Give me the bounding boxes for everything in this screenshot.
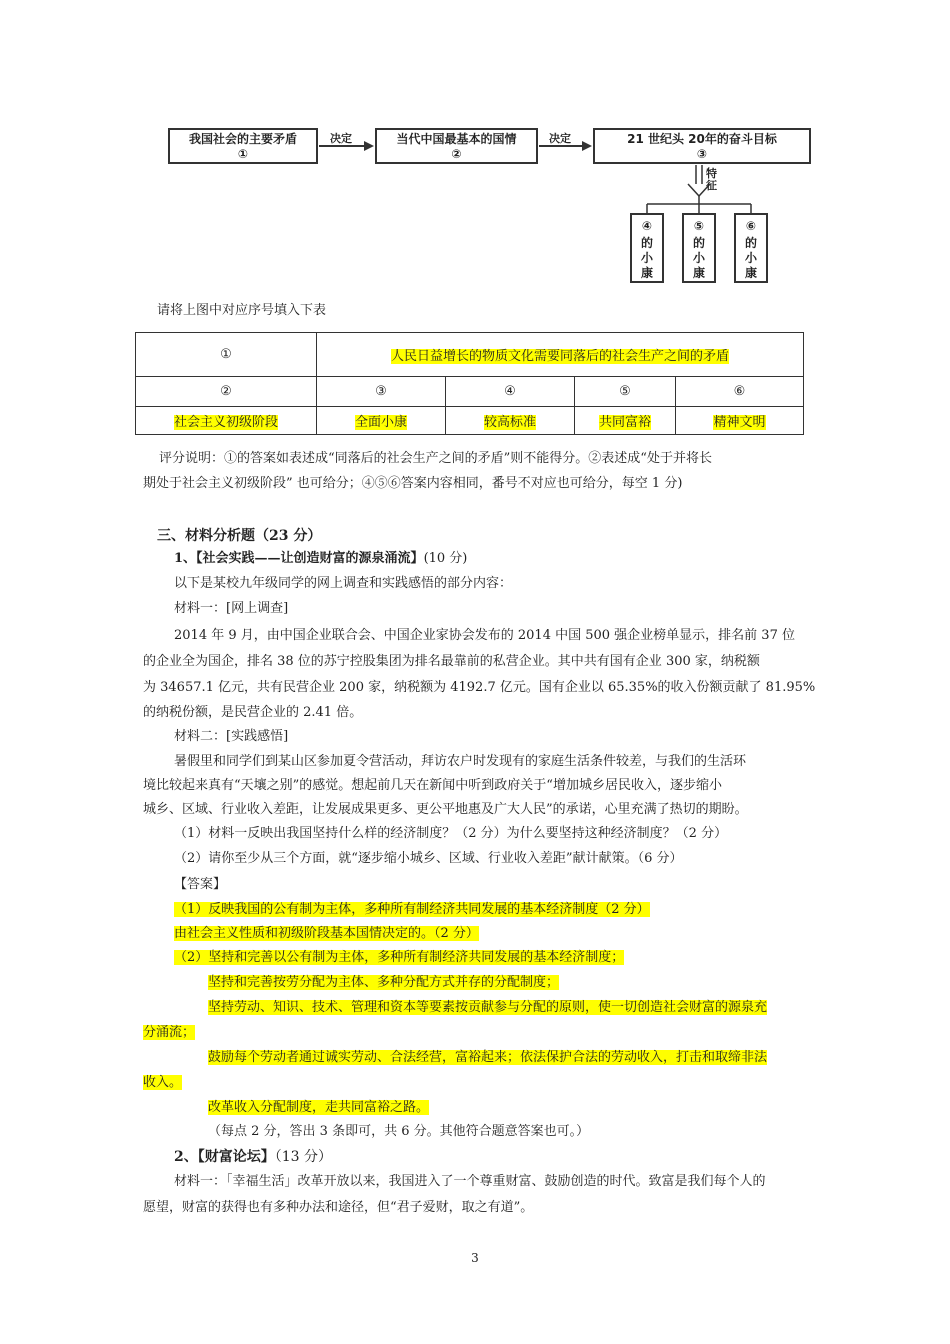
question-1-part-2: （2）请你至少从三个方面，就“逐步缩小城乡、区域、行业收入差距”献计献策。（6 分）: [174, 851, 683, 866]
table-cell-answer: 人民日益增长的物质文化需要同落后的社会生产之间的矛盾: [317, 333, 804, 377]
material-2-text: 暑假里和同学们到某山区参加夏令营活动，拜访农户时发现有的家庭生活条件较差，与我们的生活环: [174, 754, 747, 769]
table-instruction: 请将上图中对应序号填入下表: [157, 303, 327, 318]
material-1-text: 2014 年 9 月，由中国企业联合会、中国企业家协会发布的 2014 中国 500 强企业榜单显示，排名前 37 位: [174, 628, 795, 643]
branch-connector: [647, 196, 751, 213]
question-1-part-1: （1）材料一反映出我国坚持什么样的经济制度？（2 分）为什么要坚持这种经济制度？（2 分）: [174, 826, 728, 841]
table-cell-answer: 共同富裕: [575, 407, 676, 435]
answer-2b: 坚持和完善按劳分配为主体、多种分配方式并存的分配制度；: [208, 975, 560, 990]
box3-line2: ③: [696, 147, 708, 161]
small-box-5: [682, 213, 716, 283]
answer-2c: 坚持劳动、知识、技术、管理和资本等要素按贡献参与分配的原则，使一切创造社会财富的源泉充: [208, 1000, 768, 1015]
scoring-note: 评分说明：①的答案如表述成“同落后的社会生产之间的矛盾”则不能得分。②表述成“处于并将长: [159, 451, 712, 466]
answer-table: [135, 332, 804, 435]
answer-1a: （1）反映我国的公有制为主体，多种所有制经济共同发展的基本经济制度（2 分）: [174, 902, 650, 917]
small-box-text: 的小康: [693, 236, 706, 280]
material-1-text: 的企业全为国企，排名 38 位的苏宁控股集团为排名最靠前的私营企业。其中共有国有企业 300 家，纳税额: [143, 654, 760, 669]
table-header: ⑤: [575, 377, 676, 407]
question-2-title: 2、【财富论坛】（13 分）: [174, 1149, 333, 1165]
answer-label: 【答案】: [174, 877, 227, 892]
small-box-text: 的小康: [641, 236, 654, 280]
question-1-intro: 以下是某校九年级同学的网上调查和实践感悟的部分内容：: [174, 576, 513, 591]
box1-line2: ①: [237, 147, 249, 161]
answer-2d: 收入。: [143, 1075, 183, 1090]
small-box-num: ⑥: [745, 219, 757, 233]
material-1-label: 材料一：[网上调查]: [174, 601, 289, 616]
box2-line2: ②: [451, 147, 462, 161]
material-2-text: 城乡、区域、行业收入差距，让发展成果更多、更公平地惠及广大人民”的承诺，心里充满了热切的期盼。: [143, 802, 748, 817]
material-2-text: 境比较起来真有“天壤之别”的感觉。想起前几天在新闻中听到政府关于“增加城乡居民收入，逐步缩小: [143, 778, 722, 793]
table-header: ④: [446, 377, 575, 407]
material-2-label: 材料二：[实践感悟]: [174, 729, 289, 744]
arrow-label-decides: 决定: [330, 132, 352, 145]
table-cell-answer: 较高标准: [446, 407, 575, 435]
material-1-text: 的纳税份额，是民营企业的 2.41 倍。: [143, 705, 363, 720]
answer-2c: 分涌流；: [143, 1025, 196, 1040]
answer-1b: 由社会主义性质和初级阶段基本国情决定的。（2 分）: [174, 926, 479, 941]
question-2-material: 材料一：「幸福生活」改革开放以来，我国进入了一个尊重财富、鼓励创造的时代。致富是我们每个人的: [174, 1174, 766, 1189]
answer-2a: （2）坚持和完善以公有制为主体，多种所有制经济共同发展的基本经济制度；: [174, 950, 625, 965]
answer-2d: 鼓励每个劳动者通过诚实劳动、合法经营，富裕起来；依法保护合法的劳动收入，打击和取缔非法: [208, 1050, 768, 1065]
small-box-num: ⑤: [693, 219, 705, 233]
table-header: ②: [136, 377, 317, 407]
feature-label: 特征: [706, 167, 717, 192]
box1-line1: 我国社会的主要矛盾: [188, 132, 297, 146]
table-header: ⑥: [676, 377, 804, 407]
diagram-arrows: [0, 0, 950, 300]
table-cell-answer: 社会主义初级阶段: [136, 407, 317, 435]
section-title: 三、材料分析题（23 分）: [157, 528, 322, 544]
small-box-4: [630, 213, 664, 283]
material-1-text: 为 34657.1 亿元，共有民营企业 200 家，纳税额为 4192.7 亿元。国有企业以 65.35%的收入份额贡献了 81.95%: [143, 680, 816, 695]
box2-line1: 当代中国最基本的国情: [396, 132, 517, 146]
page-number: 3: [471, 1251, 479, 1265]
table-cell-answer: 精神文明: [676, 407, 804, 435]
table-cell-answer: 全面小康: [317, 407, 446, 435]
question-2-material: 愿望，财富的获得也有多种办法和途径，但“君子爱财，取之有道”。: [143, 1200, 534, 1215]
answer-2-note: （每点 2 分，答出 3 条即可，共 6 分。其他符合题意答案也可。）: [208, 1124, 590, 1139]
arrow-label-decides: 决定: [549, 132, 571, 145]
table-cell-label: ①: [136, 333, 317, 377]
table-header: ③: [317, 377, 446, 407]
question-1-title: 1、【社会实践——让创造财富的源泉涌流】(10 分): [174, 551, 468, 566]
small-box-text: 的小康: [745, 236, 758, 280]
small-box-6: [734, 213, 768, 283]
small-box-num: ④: [641, 219, 653, 233]
answer-2e: 改革收入分配制度，走共同富裕之路。: [208, 1100, 430, 1115]
box3-line1: 21 世纪头 20年的奋斗目标: [627, 132, 777, 146]
scoring-note: 期处于社会主义初级阶段” 也可给分；④⑤⑥答案内容相同，番号不对应也可给分，每空 1 分): [143, 476, 683, 491]
